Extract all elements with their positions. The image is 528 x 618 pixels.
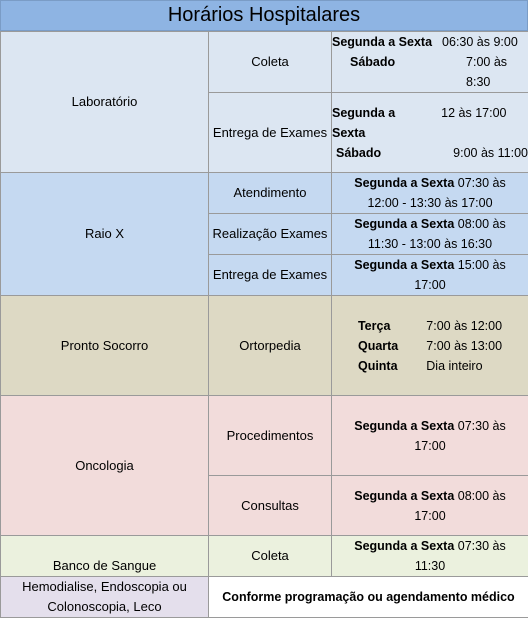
schedule-day: Segunda a Sexta (354, 419, 454, 433)
department-laboratorio: Laboratório (1, 32, 209, 173)
department-raio-x: Raio X (1, 173, 209, 296)
schedule-cell (332, 476, 528, 536)
table-row (1, 536, 528, 577)
schedule-cell (332, 214, 528, 255)
schedule-cell (332, 32, 528, 93)
service-realizacao-exames: Realização Exames (209, 214, 332, 255)
department-hemodialise (1, 577, 209, 618)
department-pronto-socorro: Pronto Socorro (1, 296, 209, 396)
department-banco-de-sangue: Banco de Sangue (1, 536, 209, 577)
service-coleta: Coleta (209, 536, 332, 577)
schedule-time: 12:00 - 13:30 às 17:00 (332, 193, 528, 213)
schedule-cell (332, 536, 528, 577)
schedule-time: 7:00 às 8:30 (442, 52, 528, 92)
service-coleta: Coleta (209, 32, 332, 93)
schedule-time: 06:30 às 9:00 (442, 32, 528, 52)
service-atendimento: Atendimento (209, 173, 332, 214)
schedule-cell (332, 396, 528, 476)
department-oncologia: Oncologia (1, 396, 209, 536)
schedule-time: 11:30 - 13:00 às 16:30 (332, 234, 528, 254)
schedule-time: Dia inteiro (426, 356, 502, 376)
schedule-cell (332, 173, 528, 214)
schedule-time: 07:30 às (458, 176, 506, 190)
schedule-cell (332, 93, 528, 173)
schedule-day: Segunda a Sexta (332, 32, 432, 52)
schedule-time: 11:30 (332, 556, 528, 576)
schedule-day: Quinta (358, 356, 398, 376)
schedule-time: 08:00 às (458, 489, 506, 503)
service-entrega-exames: Entrega de Exames (209, 93, 332, 173)
service-procedimentos: Procedimentos (209, 396, 332, 476)
schedule-cell (332, 296, 528, 396)
schedule-time: 9:00 às 11:00 (441, 143, 528, 163)
schedule-time: 12 às 17:00 (441, 103, 528, 143)
service-entrega-exames: Entrega de Exames (209, 255, 332, 296)
schedule-day: Segunda a Sexta (354, 258, 454, 272)
schedule-time: 7:00 às 12:00 (426, 316, 502, 336)
schedule-day: Segunda a Sexta (354, 539, 454, 553)
schedule-day: Sábado (332, 52, 432, 92)
schedule-day: Segunda a Sexta (354, 176, 454, 190)
schedule-time: 08:00 às (458, 217, 506, 231)
schedule-cell (332, 255, 528, 296)
table-row (1, 396, 528, 476)
department-name-line: Colonoscopia, Leco (1, 597, 208, 617)
page-title: Horários Hospitalares (0, 0, 528, 31)
service-consultas: Consultas (209, 476, 332, 536)
table-row (1, 32, 528, 93)
schedule-day: Segunda a Sexta (332, 103, 431, 143)
schedule-time: 15:00 às (458, 258, 506, 272)
schedule-time: 07:30 às (458, 419, 506, 433)
schedule-day: Terça (358, 316, 398, 336)
schedule-time: 17:00 (332, 275, 528, 295)
schedule-table (0, 31, 528, 618)
schedule-day: Segunda a Sexta (354, 489, 454, 503)
schedule-time: 07:30 às (458, 539, 506, 553)
table-row (1, 296, 528, 396)
department-name-line: Hemodialise, Endoscopia ou (1, 577, 208, 597)
schedule-time: 17:00 (332, 506, 528, 526)
service-ortopedia: Ortorpedia (209, 296, 332, 396)
schedule-time: 7:00 às 13:00 (426, 336, 502, 356)
schedule-day: Segunda a Sexta (354, 217, 454, 231)
schedule-time: 17:00 (332, 436, 528, 456)
table-row (1, 173, 528, 214)
table-row (1, 577, 528, 618)
schedule-day: Quarta (358, 336, 398, 356)
schedule-day: Sábado (332, 143, 431, 163)
schedule-note: Conforme programação ou agendamento médico (209, 577, 528, 618)
